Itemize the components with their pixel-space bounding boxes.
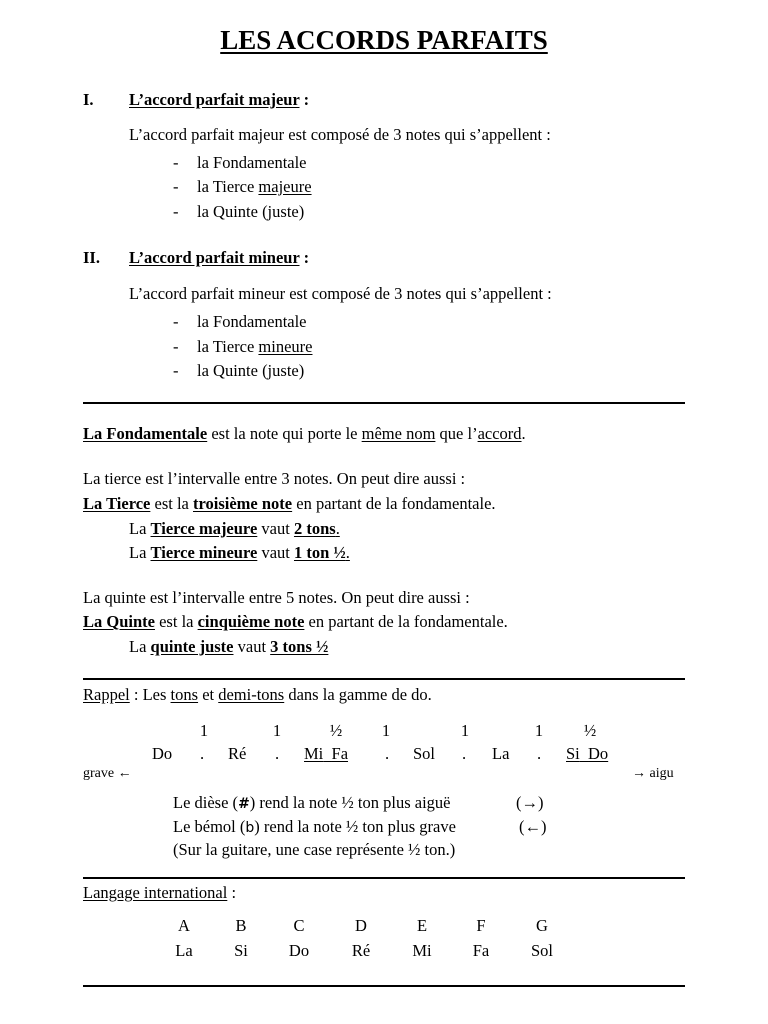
tierce-majeure-line (129, 519, 340, 539)
quinte-juste-line (129, 637, 328, 657)
rappel-text: : Les (129, 685, 171, 704)
scale-note: Sol (413, 744, 436, 763)
definition-text: vaut (257, 543, 294, 562)
interval-value: 1 (534, 721, 544, 740)
section2-heading: L’accord parfait mineur (129, 248, 300, 267)
quinte-intro: La quinte est l’intervalle entre 5 notes. On peut dire aussi : (83, 588, 470, 607)
section1-number: I. (83, 90, 94, 109)
divider (83, 985, 685, 987)
diese-text: Le dièse ( (173, 793, 239, 812)
bemol-arrow: (←) (519, 817, 547, 836)
rappel-label: Rappel (83, 685, 130, 704)
sharp-icon: # (238, 796, 250, 812)
langage-label: Langage international (83, 883, 228, 902)
definition-text: La (129, 637, 151, 656)
definition-emphasis: accord (477, 424, 522, 443)
note-name: Sol (530, 941, 553, 960)
list-item-text: la Fondamentale (197, 153, 307, 172)
langage-line (83, 883, 236, 903)
definition-text: est la note qui porte le (207, 424, 362, 443)
scale-note-halftone (304, 744, 348, 764)
list-item-dash: - (173, 337, 179, 356)
scale-note: Ré (228, 744, 247, 763)
divider (83, 402, 685, 404)
scale-separator: . (462, 744, 467, 763)
interval-value: 1 (460, 721, 470, 740)
tierce-mineure-term: Tierce mineure (150, 543, 258, 562)
definition-text: en partant de la fondamentale. (304, 612, 508, 631)
interval-value: ½ (329, 721, 343, 740)
definition-text: vaut (257, 519, 294, 538)
diese-text: ) rend la note ½ ton plus aiguë (249, 793, 451, 812)
list-item-dash: - (173, 312, 179, 331)
scale-note: Si (566, 744, 580, 763)
section2-heading-line (129, 248, 309, 268)
definition-text: . (521, 424, 526, 443)
tierce-majeure-value: 2 tons (293, 519, 336, 538)
section1-colon: : (299, 90, 310, 109)
diese-arrow: (→) (516, 793, 544, 812)
scale-note-halftone (566, 744, 608, 764)
list-item-emphasis: majeure (258, 177, 312, 196)
scale-note: Mi (304, 744, 324, 763)
scale-note: La (492, 744, 510, 763)
section1-intro: L’accord parfait majeur est composé de 3 notes qui s’appellent : (129, 125, 551, 144)
langage-colon: : (227, 883, 237, 902)
scale-separator: . (537, 744, 542, 763)
list-item-dash: - (173, 153, 179, 172)
list-item (197, 153, 307, 173)
definition-text: La (129, 543, 151, 562)
note-name: La (175, 941, 193, 960)
note-letter: E (416, 916, 428, 935)
definition-text: est la (150, 494, 193, 513)
note-letter: A (178, 916, 190, 935)
guitare-note: (Sur la guitare, une case représente ½ ton.) (173, 840, 456, 859)
interval-value: 1 (272, 721, 282, 740)
rappel-line (83, 685, 432, 705)
scale-separator: . (275, 744, 280, 763)
list-item-dash: - (173, 361, 179, 380)
tierce-mineure-value: 1 ton ½ (293, 543, 346, 562)
list-item-text: la Tierce (197, 177, 259, 196)
definition-text: . (335, 519, 340, 538)
rappel-text: et (198, 685, 219, 704)
page-title: LES ACCORDS PARFAITS (220, 25, 548, 55)
note-name: Do (288, 941, 310, 960)
quinte-juste-term: quinte juste (150, 637, 234, 656)
definition-emphasis: troisième note (193, 494, 293, 513)
fondamentale-term: La Fondamentale (83, 424, 208, 443)
note-name: Fa (472, 941, 490, 960)
interval-value: 1 (199, 721, 209, 740)
bemol-line (173, 817, 456, 837)
list-item-text: la Quinte (juste) (197, 202, 305, 221)
section2-colon: : (299, 248, 310, 267)
definition-text: La (129, 519, 151, 538)
note-letter: F (476, 916, 486, 935)
list-item-dash: - (173, 177, 179, 196)
note-letter: G (536, 916, 548, 935)
list-item-emphasis: mineure (258, 337, 313, 356)
tierce-term: La Tierce (83, 494, 151, 513)
tierce-intro: La tierce est l’intervalle entre 3 notes. On peut dire aussi : (83, 469, 466, 488)
tierce-mineure-line (129, 543, 350, 563)
divider (83, 877, 685, 879)
list-item (197, 177, 312, 197)
definition-text: vaut (233, 637, 271, 656)
list-item (197, 361, 304, 381)
definition-text: est la (154, 612, 198, 631)
quinte-juste-value: 3 tons ½ (270, 637, 329, 656)
definition-emphasis: même nom (361, 424, 436, 443)
list-item-dash: - (173, 202, 179, 221)
tierce-majeure-term: Tierce majeure (150, 519, 258, 538)
rappel-text: dans la gamme de do. (284, 685, 432, 704)
definition-text: en partant de la fondamentale. (292, 494, 496, 513)
scale-note: Fa (331, 744, 349, 763)
divider (83, 678, 685, 680)
note-letter: C (293, 916, 305, 935)
definition-text: . (345, 543, 350, 562)
scale-separator: . (385, 744, 390, 763)
list-item (197, 202, 304, 222)
section2-number: II. (83, 248, 100, 267)
rappel-emphasis: tons (170, 685, 199, 704)
bemol-text: ) rend la note ½ ton plus grave (254, 817, 456, 836)
note-name: Si (234, 941, 248, 960)
note-name: Mi (412, 941, 432, 960)
list-item-text: la Fondamentale (197, 312, 307, 331)
bemol-text: Le bémol ( (173, 817, 246, 836)
fondamentale-definition (83, 424, 526, 444)
definition-text: que l’ (435, 424, 478, 443)
scale-note: Do (588, 744, 609, 763)
note-letter: B (235, 916, 247, 935)
scale-separator: . (200, 744, 205, 763)
rappel-emphasis: demi-tons (218, 685, 285, 704)
definition-emphasis: cinquième note (197, 612, 305, 631)
list-item (197, 337, 312, 357)
flat-icon: b (245, 820, 255, 836)
section2-intro: L’accord parfait mineur est composé de 3 notes qui s’appellent : (129, 284, 552, 303)
list-item (197, 312, 307, 332)
diese-line (173, 793, 451, 813)
quinte-definition (83, 612, 508, 632)
grave-label: grave ← (83, 766, 132, 781)
aigu-label: → aigu (632, 766, 674, 781)
list-item-text: la Quinte (juste) (197, 361, 305, 380)
interval-value: ½ (583, 721, 597, 740)
note-letter: D (355, 916, 367, 935)
note-name: Ré (351, 941, 371, 960)
interval-value: 1 (381, 721, 391, 740)
section1-heading: L’accord parfait majeur (129, 90, 300, 109)
tierce-definition (83, 494, 496, 514)
list-item-text: la Tierce (197, 337, 259, 356)
quinte-term: La Quinte (83, 612, 155, 631)
scale-note: Do (152, 744, 173, 763)
section1-heading-line (129, 90, 309, 110)
